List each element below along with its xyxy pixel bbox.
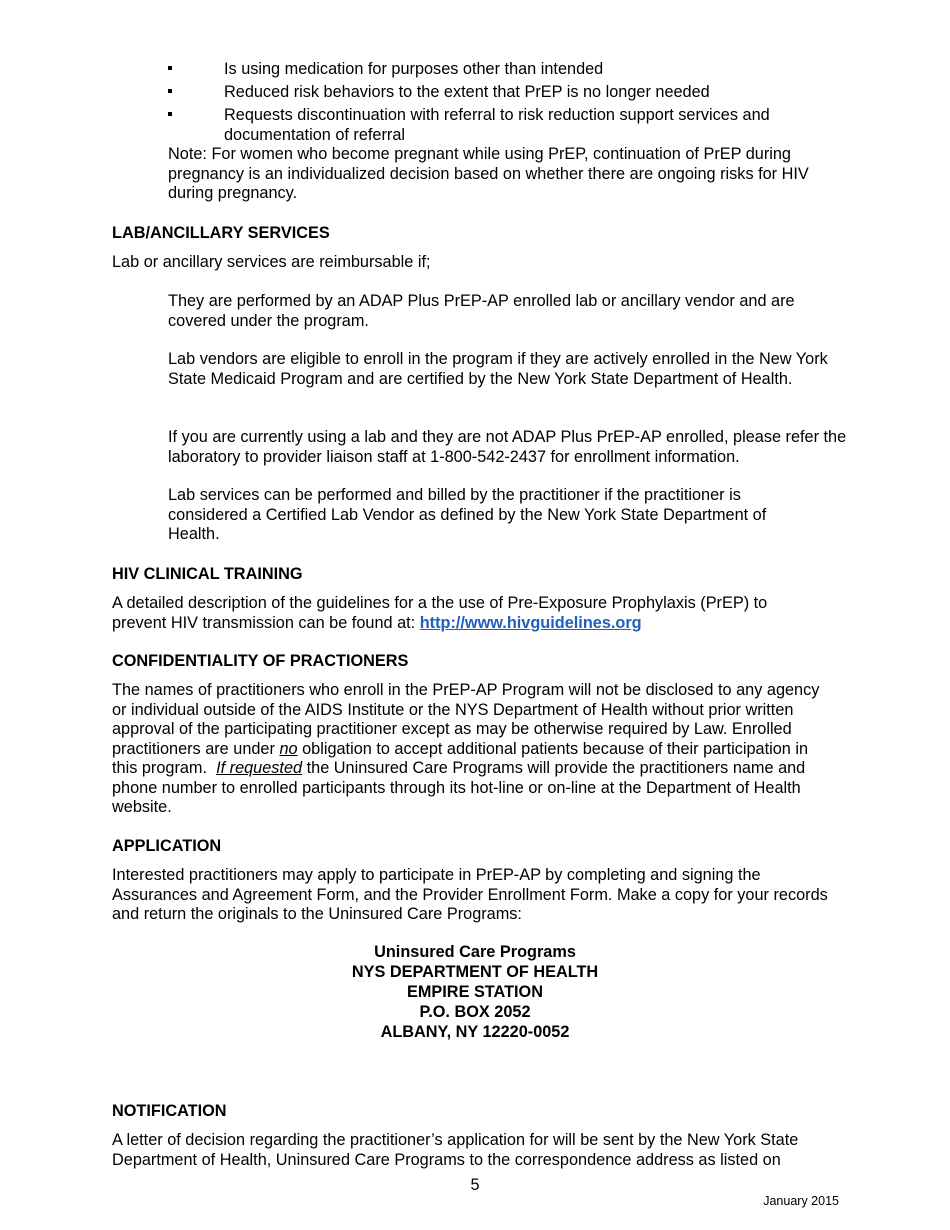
section-heading-training: HIV CLINICAL TRAINING (112, 565, 303, 583)
pregnancy-note: Note: For women who become pregnant while using PrEP, continuation of PrEP during pregnancy is an individualized decision based on whether there are ongoing risks for HIV during pregnancy. (168, 145, 809, 202)
emphasis-if-requested: If requested (216, 759, 303, 777)
bullet-item: Reduced risk behaviors to the extent that PrEP is no longer needed (224, 83, 710, 101)
bullet-marker (168, 89, 172, 93)
lab-paragraph: Lab services can be performed and billed by the practitioner if the practitioner is considered a Certified Lab Vendor as defined by the New York State Department of Health. (168, 486, 767, 543)
bullet-marker (168, 112, 172, 116)
section-heading-confidentiality: CONFIDENTIALITY OF PRACTIONERS (112, 652, 409, 670)
confidentiality-text-part: obligation to accept additional patients because of their participation in this program. (112, 739, 809, 777)
address-line: ALBANY, NY 12220-0052 (380, 1023, 570, 1041)
section-heading-lab: LAB/ANCILLARY SERVICES (112, 224, 330, 242)
lab-paragraph: They are performed by an ADAP Plus PrEP-AP enrolled lab or ancillary vendor and are covered under the program. (168, 292, 795, 330)
address-line: P.O. BOX 2052 (419, 1003, 531, 1021)
bullet-item: Requests discontinuation with referral to risk reduction support services and documentation of referral (224, 106, 770, 144)
page-number: 5 (470, 1176, 480, 1194)
address-line: Uninsured Care Programs (374, 943, 576, 961)
application-text: Interested practitioners may apply to participate in PrEP-AP by completing and signing the Assurances and Agreement Form, and the Provider Enrollment Form. Make a copy for your records and return the originals to the Uninsured Care Programs: (112, 866, 828, 923)
lab-paragraph: Lab vendors are eligible to enroll in the program if they are actively enrolled in the New York State Medicaid Program and are certified by the New York State Department of Health. (168, 350, 828, 388)
section-heading-application: APPLICATION (112, 837, 222, 855)
confidentiality-text-part: the Uninsured Care Programs will provide the practitioners name and phone number to enrolled participants through its hot-line or on-line at the Department of Health website. (112, 759, 806, 816)
emphasis-no: no (279, 739, 298, 758)
confidentiality-text-part: The names of practitioners who enroll in the PrEP-AP Program will not be disclosed to any agency or individual outside of the AIDS Institute or the NYS Department of Health without prior written approval of the participating practitioner except as may be otherwise required by Law. Enrolled practitioners are under (112, 681, 820, 758)
confidentiality-text (112, 681, 837, 818)
section-heading-notification: NOTIFICATION (112, 1102, 227, 1120)
bullet-item: Is using medication for purposes other than intended (224, 60, 604, 78)
training-text (112, 594, 812, 633)
mailing-address (0, 942, 950, 1042)
address-line: EMPIRE STATION (407, 983, 543, 1001)
training-description: A detailed description of the guidelines for a the use of Pre-Exposure Prophylaxis (PrEP) to prevent HIV transmission can be found at: (112, 594, 768, 632)
lab-paragraph: If you are currently using a lab and they are not ADAP Plus PrEP-AP enrolled, please refer the laboratory to provider liaison staff at 1-800-542-2437 for enrollment information. (168, 428, 847, 466)
footer-date: January 2015 (763, 1194, 839, 1208)
lab-intro: Lab or ancillary services are reimbursable if; (112, 253, 431, 271)
hivguidelines-link[interactable]: http://www.hivguidelines.org (419, 613, 642, 632)
bullet-marker (168, 66, 172, 70)
notification-text: A letter of decision regarding the practitioner’s application for will be sent by the New York State Department of Health, Uninsured Care Programs to the correspondence address as listed on (112, 1131, 799, 1169)
address-line: NYS DEPARTMENT OF HEALTH (351, 963, 599, 981)
